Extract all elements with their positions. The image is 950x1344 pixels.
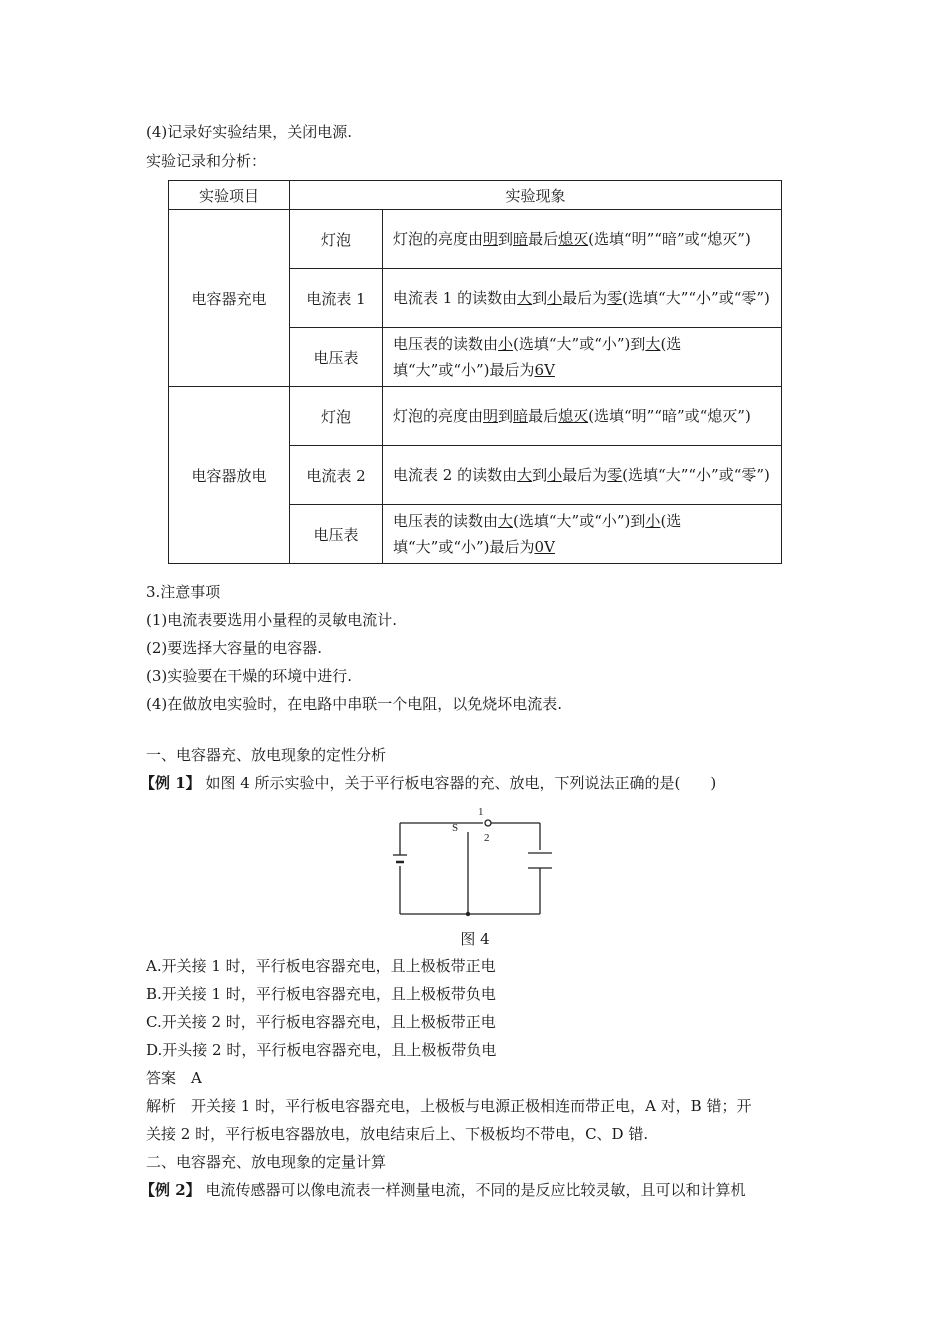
- note-2: (2)要选择大容量的电容器.: [146, 639, 323, 657]
- header-phenomenon: 实验现象: [290, 181, 782, 210]
- switch-label: S: [452, 822, 459, 834]
- section-1-heading: 一、电容器充、放电现象的定性分析: [146, 746, 387, 764]
- notes-title: 3.注意事项: [146, 583, 221, 601]
- experiment-table: [168, 180, 782, 564]
- sub-voltmeter: 电压表: [290, 328, 383, 387]
- answer: 答案 A: [146, 1069, 202, 1087]
- example-2-text: 电流传感器可以像电流表一样测量电流，不同的是反应比较灵敏，且可以和计算机: [205, 1181, 746, 1199]
- example-1: [140, 773, 716, 793]
- cell-charge-bulb: 灯泡的亮度由明到暗最后熄灭(选填“明”“暗”或“熄灭”): [383, 210, 782, 269]
- note-1: (1)电流表要选用小量程的灵敏电流计.: [146, 611, 398, 629]
- sub-ammeter-1: 电流表 1: [290, 269, 383, 328]
- sub-bulb: 灯泡: [290, 210, 383, 269]
- option-a: A.开关接 1 时，平行板电容器充电，且上极板带正电: [146, 957, 496, 975]
- cell-discharge-ammeter: 电流表 2 的读数由大到小最后为零(选填“大”“小”或“零”): [383, 446, 782, 505]
- section-2-heading: 二、电容器充、放电现象的定量计算: [146, 1153, 387, 1171]
- cell-charge-voltmeter: 电压表的读数由小(选填“大”或“小”)到大(选填“大”或“小”)最后为6V: [383, 328, 782, 387]
- table-row: [169, 387, 782, 446]
- sub-ammeter-2: 电流表 2: [290, 446, 383, 505]
- example-2: [140, 1180, 745, 1200]
- switch-position-1: 1: [478, 806, 484, 818]
- option-b: B.开关接 1 时，平行板电容器充电，且上极板带负电: [146, 985, 496, 1003]
- group-discharge: 电容器放电: [169, 387, 290, 564]
- analysis-line-1: 解析 开关接 1 时，平行板电容器充电，上极板与电源正极相连而带正电，A 对，B 错；开: [146, 1097, 752, 1115]
- sub-voltmeter: 电压表: [290, 505, 383, 564]
- figure-caption: 图 4: [460, 930, 490, 948]
- sub-bulb: 灯泡: [290, 387, 383, 446]
- example-1-tag: 【例 1】: [140, 774, 201, 792]
- cell-discharge-bulb: 灯泡的亮度由明到暗最后熄灭(选填“明”“暗”或“熄灭”): [383, 387, 782, 446]
- table-header-row: [169, 181, 782, 210]
- note-4: (4)在做放电实验时，在电路中串联一个电阻，以免烧坏电流表.: [146, 695, 563, 713]
- step-4-text: (4)记录好实验结果，关闭电源.: [146, 123, 353, 141]
- table-row: [169, 210, 782, 269]
- option-c: C.开关接 2 时，平行板电容器充电，且上极板带正电: [146, 1013, 496, 1031]
- cell-discharge-voltmeter: 电压表的读数由大(选填“大”或“小”)到小(选填“大”或“小”)最后为0V: [383, 505, 782, 564]
- group-charge: 电容器充电: [169, 210, 290, 387]
- option-d: D.开头接 2 时，平行板电容器充电，且上极板带负电: [146, 1041, 497, 1059]
- circuit-diagram: [390, 800, 560, 925]
- switch-position-2: 2: [484, 832, 490, 844]
- record-title: 实验记录和分析：: [146, 152, 267, 170]
- note-3: (3)实验要在干燥的环境中进行.: [146, 667, 353, 685]
- cell-charge-ammeter: 电流表 1 的读数由大到小最后为零(选填“大”“小”或“零”): [383, 269, 782, 328]
- header-item: 实验项目: [169, 181, 290, 210]
- example-2-tag: 【例 2】: [140, 1181, 201, 1199]
- analysis-line-2: 关接 2 时，平行板电容器放电，放电结束后上、下极板均不带电，C、D 错.: [146, 1125, 649, 1143]
- example-1-text: 如图 4 所示实验中，关于平行板电容器的充、放电，下列说法正确的是( ): [205, 774, 717, 792]
